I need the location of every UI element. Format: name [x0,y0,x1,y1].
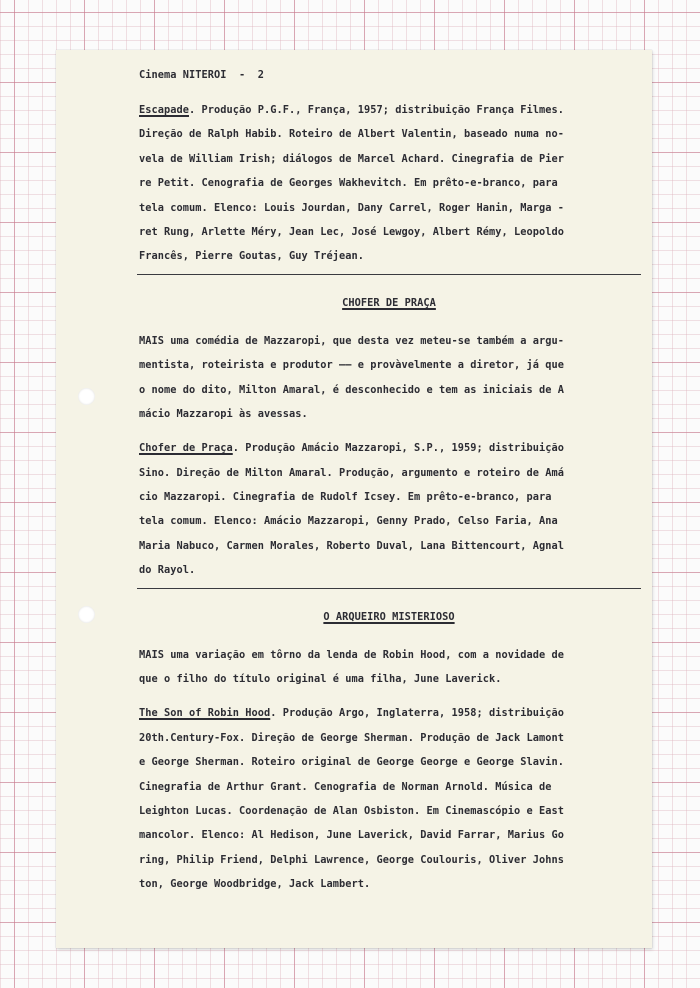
section-heading [139,605,639,629]
page-header: Cinema NITEROI - 2 [139,69,264,81]
text-line: que o filho do título original é uma filha, June Laverick. [139,673,502,686]
text-line: ret Rung, Arlette Méry, Jean Lec, José Lewgoy, Albert Rémy, Leopoldo [139,225,564,238]
film-title-underlined: Chofer de Praça [139,442,233,455]
text-line-rest: . Produção Argo, Inglaterra, 1958; distribuição [270,707,564,720]
section-heading-text: O ARQUEIRO MISTERIOSO [323,610,455,623]
text-line: re Petit. Cenografia de Georges Wakhevitch. Em prêto-e-branco, para [139,177,558,190]
text-line: Francês, Pierre Goutas, Guy Tréjean. [139,250,364,263]
punch-hole [78,606,95,623]
text-line: e George Sherman. Roteiro original de George George e George Slavin. [139,756,564,769]
text-line: mentista, roteirista e produtor —— e provàvelmente a diretor, já que [139,359,564,372]
text-line: Sino. Direção de Milton Amaral. Produção, argumento e roteiro de Amá [139,466,564,479]
film-title-underlined: The Son of Robin Hood [139,707,271,720]
text-line: Maria Nabuco, Carmen Morales, Roberto Duval, Lana Bittencourt, Agnal [139,539,564,552]
text-line: MAIS uma comédia de Mazzaropi, que desta vez meteu-se também a argu- [139,334,564,347]
film-title-underlined: Escapade [139,104,189,116]
section-divider [137,588,641,589]
text-line: tela comum. Elenco: Amácio Mazzaropi, Genny Prado, Celso Faria, Ana [139,515,558,528]
text-line: 20th.Century-Fox. Direção de George Sherman. Produção de Jack Lamont [139,731,564,744]
section-divider [137,274,641,275]
typed-text-body [139,64,639,897]
text-line: o nome do dito, Milton Amaral, é desconhecido e tem as iniciais de A [139,383,564,396]
text-line: do Rayol. [139,564,196,577]
section-heading [139,291,639,315]
text-line: ring, Philip Friend, Delphi Lawrence, George Coulouris, Oliver Johns [139,853,564,866]
text-line: tela comum. Elenco: Louis Jourdan, Dany Carrel, Roger Hanin, Marga - [139,201,564,214]
text-line [139,701,639,725]
review-intro [139,643,639,692]
text-line: mácio Mazzaropi às avessas. [139,407,308,420]
text-line: Direção de Ralph Habib. Roteiro de Albert Valentin, baseado numa no- [139,128,564,141]
review-intro [139,329,639,427]
text-line: cio Mazzaropi. Cinegrafia de Rudolf Icsey. Em prêto-e-branco, para [139,491,552,504]
text-line: MAIS uma variação em tôrno da lenda de Robin Hood, com a novidade de [139,648,564,661]
text-line: vela de William Irish; diálogos de Marcel Achard. Cinegrafia de Pier [139,152,564,165]
text-line: mancolor. Elenco: Al Hedison, June Laverick, David Farrar, Marius Go [139,829,564,842]
text-line-rest: . Produção Amácio Mazzaropi, S.P., 1959; distribuição [232,442,564,455]
review-escapade-credits [139,98,639,269]
text-line [139,436,639,460]
text-line: Leighton Lucas. Coordenação de Alan Osbiston. Em Cinemascópio e East [139,804,564,817]
punch-hole [78,388,95,405]
text-line: ton, George Woodbridge, Jack Lambert. [139,878,371,891]
text-line [139,98,639,122]
review-credits [139,436,639,582]
review-credits [139,701,639,896]
text-line: Cinegrafia de Arthur Grant. Cenografia de Norman Arnold. Música de [139,780,552,793]
text-line-rest: . Produção P.G.F., França, 1957; distribuição França Filmes. [189,104,564,116]
section-heading-text: CHOFER DE PRAÇA [342,296,436,309]
